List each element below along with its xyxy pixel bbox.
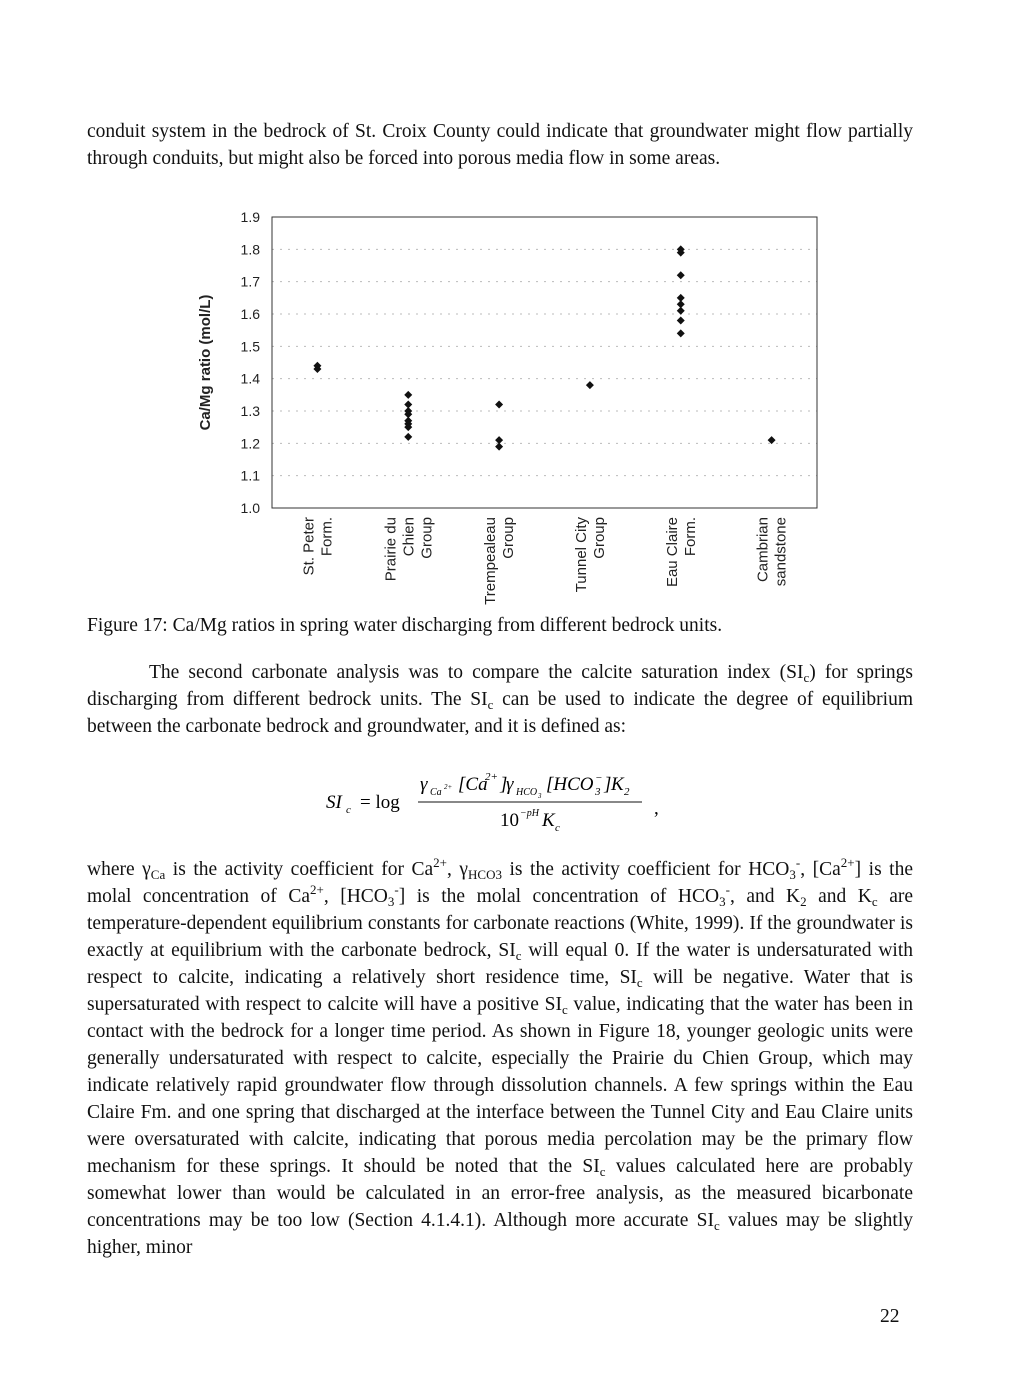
paragraph-definitions: where $\gamma_{Ca}$ is the activity coefficient for $Ca^{2+}$, $\gamma_{HCO3}$ is the activity coefficient for $HCO_3^-$, $[Ca^{2+}]$ is the molal concentration of $Ca^{2+}$, $[HCO_3^-]$ is the molal concentration of $HCO_3^-$, and $K_2$ and $K_c$ are temperature-dependent equilibrium constants for carbonate reactions (White, 1999). If the groundwater is exactly at equilibrium with the carbonate bedrock, $SI_c$ will equal 0. If the water is undersaturated with respect to calcite, indicating a relatively short residence time, $SI_c$ will be negative. Water that is supersaturated with respect to calcite will have a positive $SI_c$ value, indicating that the water has been in contact with the bedrock for a longer time period. As shown in Figure 18, younger geologic units were generally undersaturated with respect to calcite, especially the Prairie du Chien Group, which may indicate relatively rapid groundwater flow through dissolution channels. A few springs within the Eau Claire Fm. and one spring that discharged at the interface between the Tunnel City and Eau Claire units were oversaturated with calcite, indicating that porous media percolation may be the primary flow mechanism for these springs. It should be noted that the $SI_c$ values calculated here are probably somewhat lower than would be calculated in an error-free analysis, as the measured bicarbonate concentrations may be too low (Section 4.1.4.1). Although more accurate $SI_c$ values may be slightly higher, minor: [87, 855, 914, 1258]
x-category-line: Group: [590, 517, 608, 559]
x-category-line: Chien: [400, 517, 418, 557]
x-category-label: [573, 517, 608, 593]
eq-hco-conc: [HCO: [546, 774, 594, 795]
eq-lhs: SI: [326, 792, 342, 813]
y-tick-label: 1.9: [240, 209, 260, 225]
data-point: [677, 316, 685, 324]
eq-k2-sub: 2: [624, 786, 630, 798]
y-tick-label: 1.6: [240, 306, 260, 322]
y-tick-label: 1.2: [240, 435, 260, 452]
y-tick-label: 1.7: [240, 273, 260, 290]
x-category-label: [755, 517, 790, 586]
x-category-line: Form.: [681, 517, 699, 557]
eq-gamma-ca-sub: Ca: [430, 787, 442, 798]
eq-hco-close: ]: [604, 774, 612, 795]
eq-ca-conc-sup: 2+: [485, 771, 498, 783]
eq-gamma-hco: γ: [506, 774, 514, 795]
eq-gamma-hco-sub: HCO: [516, 787, 538, 798]
x-category-line: sandstone: [772, 517, 790, 587]
x-category-line: Prairie du: [382, 517, 400, 582]
x-category-label: [300, 517, 335, 575]
ca-mg-ratio-chart: [180, 195, 840, 607]
y-tick-label: 1.0: [240, 500, 260, 516]
y-tick-label: 1.8: [240, 241, 260, 258]
eq-comma: ,: [654, 798, 659, 819]
y-tick-label: 1.1: [240, 467, 260, 484]
eq-log: = log: [360, 792, 400, 813]
data-point: [677, 307, 685, 315]
data-point: [495, 401, 503, 409]
x-category-label: [664, 517, 699, 587]
data-point: [404, 433, 412, 441]
eq-den-ten: 10: [500, 810, 519, 831]
eq-kc: K: [542, 810, 555, 831]
x-category-line: Eau Claire: [663, 517, 681, 588]
eq-kc-sub: c: [555, 822, 560, 834]
saturation-index-equation: [320, 770, 680, 840]
x-category-line: Form.: [318, 517, 336, 557]
eq-gamma-ca: γ: [420, 774, 428, 795]
data-point: [586, 381, 594, 389]
x-category-label: [482, 517, 517, 605]
x-category-line: St. Peter: [300, 517, 318, 576]
eq-lhs-sub: c: [346, 804, 351, 816]
x-category-line: Group: [418, 517, 436, 559]
plot-area: [272, 217, 817, 508]
eq-ca-conc: [Ca: [458, 774, 488, 795]
eq-den-exp: −pH: [520, 808, 539, 819]
data-point: [677, 271, 685, 279]
eq-k2: K: [611, 774, 624, 795]
eq-ca-close: ]: [500, 774, 508, 795]
data-point: [677, 329, 685, 337]
y-tick-label: 1.5: [240, 338, 260, 355]
paragraph-calcite-intro: The second carbonate analysis was to compare the calcite saturation index $(SI_c)$ for springs discharging from different bedrock units. The $SI_c$ can be used to indicate the degree of equilibrium between the carbonate bedrock and groundwater, and it is defined as:: [87, 662, 914, 737]
eq-hco-conc-sup: −: [595, 772, 603, 784]
eq-gamma-ca-sub-sup: 2+: [444, 783, 453, 791]
y-axis-label: Ca/Mg ratio (mol/L): [197, 294, 214, 431]
data-point: [404, 391, 412, 399]
eq-gamma-hco-sub-sub: 3: [538, 792, 542, 800]
x-category-label: [382, 517, 435, 581]
x-category-line: Group: [500, 517, 518, 559]
y-tick-label: 1.4: [240, 370, 260, 387]
eq-hco-conc-sub: 3: [595, 786, 601, 798]
page-number: 22: [880, 1306, 900, 1327]
x-category-line: Tunnel City: [572, 517, 590, 593]
x-category-line: Trempealeau: [482, 517, 500, 605]
figure-caption: Figure 17: Ca/Mg ratios in spring water discharging from different bedrock units.: [87, 615, 723, 636]
x-category-line: Cambrian: [754, 517, 772, 583]
y-tick-label: 1.3: [240, 403, 260, 419]
paragraph-intro: conduit system in the bedrock of St. Croix County could indicate that groundwater might flow partially through conduits, but might also be forced into porous media flow in some areas.: [87, 121, 913, 169]
